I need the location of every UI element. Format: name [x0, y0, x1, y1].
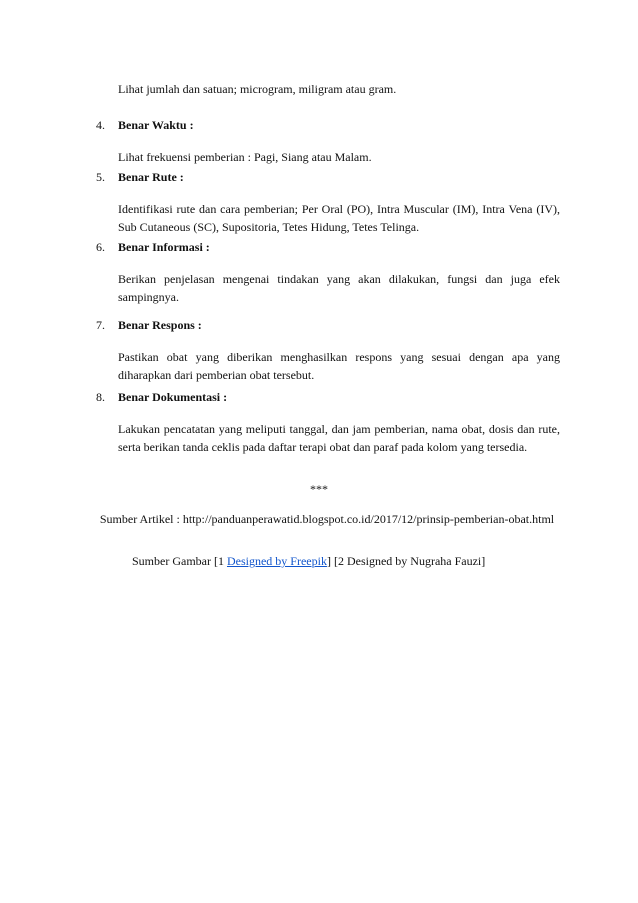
list-item-number: 7. [96, 318, 105, 332]
list-item-body: Lihat frekuensi pemberian : Pagi, Siang atau Malam. [118, 150, 372, 164]
list-item-title: Benar Rute : [118, 170, 184, 184]
list-item-title: Benar Respons : [118, 318, 202, 332]
list-item-heading [96, 238, 560, 256]
section-separator: *** [310, 482, 328, 496]
list-item-number: 6. [96, 240, 105, 254]
list-item-respons [96, 316, 560, 384]
list-item-number: 8. [96, 390, 105, 404]
list-item-title: Benar Informasi : [118, 240, 210, 254]
list-item-heading [96, 168, 560, 186]
list-item-informasi [96, 238, 560, 306]
list-item-title: Benar Waktu : [118, 118, 194, 132]
list-item-waktu [96, 116, 560, 166]
source-image-suffix: ] [2 Designed by Nugraha Fauzi] [326, 554, 486, 568]
freepik-link[interactable]: Designed by Freepik [226, 554, 327, 568]
list-item-number: 5. [96, 170, 105, 184]
list-item-heading [96, 316, 560, 334]
list-item-title: Benar Dokumentasi : [118, 390, 228, 404]
list-item-number: 4. [96, 118, 105, 132]
list-item-rute [96, 168, 560, 236]
source-image-prefix: Sumber Gambar [1 [132, 554, 227, 568]
list-item-dokumentasi [96, 388, 560, 456]
list-item-body: Lakukan pencatatan yang meliputi tanggal, dan jam pemberian, nama obat, dosis dan rute, serta berikan tanda ceklis pada daftar terapi obat dan paraf pada kolom yang tersedia. [118, 422, 560, 454]
source-article: Sumber Artikel : http://panduanperawatid.blogspot.co.id/2017/12/prinsip-pemberian-obat.html [99, 512, 555, 526]
list-item-body: Berikan penjelasan mengenai tindakan yang akan dilakukan, fungsi dan juga efek sampingnya. [118, 272, 560, 304]
list-item-body: Pastikan obat yang diberikan menghasilkan respons yang sesuai dengan apa yang diharapkan dari pemberian obat tersebut. [118, 350, 560, 382]
source-image [132, 552, 485, 570]
list-item-body: Identifikasi rute dan cara pemberian; Per Oral (PO), Intra Muscular (IM), Intra Vena (IV), Sub Cutaneous (SC), Supositoria, Tetes Hidung, Tetes Telinga. [118, 202, 560, 234]
list-item-heading [96, 388, 560, 406]
list-item-heading [96, 116, 560, 134]
intro-text: Lihat jumlah dan satuan; microgram, miligram atau gram. [118, 82, 397, 96]
